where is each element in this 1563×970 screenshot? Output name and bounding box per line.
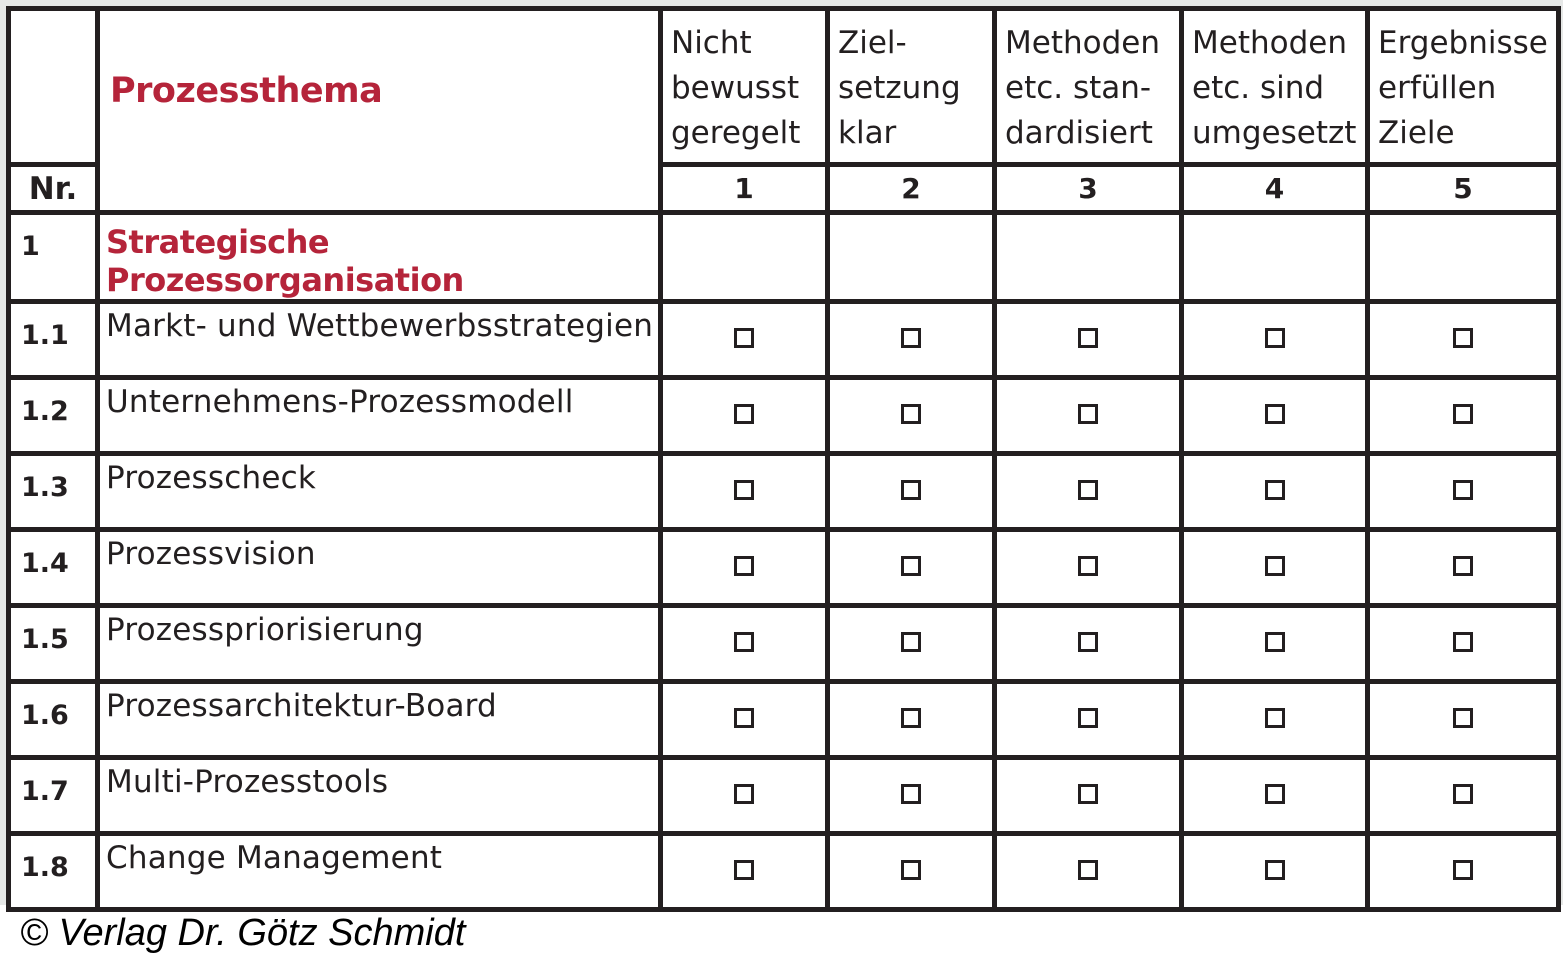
checkbox-level-5[interactable] (1453, 784, 1473, 804)
row-number: 1.4 (9, 530, 98, 606)
checkbox-level-2[interactable] (901, 708, 921, 728)
process-assessment-table (6, 6, 1561, 912)
table-row (9, 834, 1559, 910)
checkbox-level-3[interactable] (1078, 480, 1098, 500)
topic-header: Prozessthema (98, 9, 661, 213)
checkbox-level-5[interactable] (1453, 404, 1473, 424)
nr-header: Nr. (9, 165, 98, 213)
column-header-2: Ziel- setzung klar (828, 9, 995, 165)
column-header-5: Ergebnisse erfüllen Ziele (1368, 9, 1559, 165)
column-header-3: Methoden etc. stan- dardisiert (995, 9, 1182, 165)
row-number: 1.8 (9, 834, 98, 910)
row-topic: Unternehmens-Prozessmodell (98, 378, 661, 454)
table-row (9, 454, 1559, 530)
table-row (9, 302, 1559, 378)
column-header-4: Methoden etc. sind umgesetzt (1182, 9, 1368, 165)
checkbox-level-5[interactable] (1453, 708, 1473, 728)
checkbox-level-4[interactable] (1265, 556, 1285, 576)
column-number-5: 5 (1368, 165, 1559, 213)
checkbox-level-4[interactable] (1265, 480, 1285, 500)
row-number: 1.7 (9, 758, 98, 834)
checkbox-level-1[interactable] (734, 708, 754, 728)
row-number: 1.2 (9, 378, 98, 454)
table-row (9, 378, 1559, 454)
column-number-4: 4 (1182, 165, 1368, 213)
checkbox-level-3[interactable] (1078, 708, 1098, 728)
nr-header-blank (9, 9, 98, 165)
checkbox-level-3[interactable] (1078, 784, 1098, 804)
checkbox-level-4[interactable] (1265, 708, 1285, 728)
checkbox-level-5[interactable] (1453, 480, 1473, 500)
empty-cell (1368, 213, 1559, 302)
row-topic: Prozessarchitektur-Board (98, 682, 661, 758)
header-row (9, 9, 1559, 165)
checkbox-level-2[interactable] (901, 632, 921, 652)
checkbox-level-2[interactable] (901, 404, 921, 424)
checkbox-level-1[interactable] (734, 556, 754, 576)
row-number: 1.1 (9, 302, 98, 378)
table-row (9, 606, 1559, 682)
column-number-3: 3 (995, 165, 1182, 213)
checkbox-level-5[interactable] (1453, 632, 1473, 652)
checkbox-level-4[interactable] (1265, 404, 1285, 424)
checkbox-level-4[interactable] (1265, 632, 1285, 652)
checkbox-level-3[interactable] (1078, 404, 1098, 424)
checkbox-level-1[interactable] (734, 328, 754, 348)
row-topic: Prozesscheck (98, 454, 661, 530)
checkbox-level-1[interactable] (734, 784, 754, 804)
row-topic: Change Management (98, 834, 661, 910)
checkbox-level-2[interactable] (901, 556, 921, 576)
checkbox-level-4[interactable] (1265, 784, 1285, 804)
row-number: 1.6 (9, 682, 98, 758)
copyright-notice: © Verlag Dr. Götz Schmidt (20, 912, 466, 954)
checkbox-level-1[interactable] (734, 404, 754, 424)
checkbox-level-5[interactable] (1453, 556, 1473, 576)
checkbox-level-3[interactable] (1078, 328, 1098, 348)
checkbox-level-1[interactable] (734, 632, 754, 652)
section-row (9, 213, 1559, 302)
checkbox-level-5[interactable] (1453, 328, 1473, 348)
checkbox-level-2[interactable] (901, 328, 921, 348)
section-number: 1 (9, 213, 98, 302)
row-topic: Markt- und Wettbewerbsstrategien (98, 302, 661, 378)
checkbox-level-4[interactable] (1265, 860, 1285, 880)
checkbox-level-1[interactable] (734, 480, 754, 500)
row-topic: Prozessvision (98, 530, 661, 606)
empty-cell (661, 213, 828, 302)
row-topic: Multi-Prozesstools (98, 758, 661, 834)
empty-cell (995, 213, 1182, 302)
checkbox-level-3[interactable] (1078, 556, 1098, 576)
checkbox-level-2[interactable] (901, 480, 921, 500)
column-number-1: 1 (661, 165, 828, 213)
checkbox-level-3[interactable] (1078, 860, 1098, 880)
table-row (9, 530, 1559, 606)
checkbox-level-2[interactable] (901, 784, 921, 804)
table-row (9, 758, 1559, 834)
checkbox-level-2[interactable] (901, 860, 921, 880)
checkbox-level-3[interactable] (1078, 632, 1098, 652)
empty-cell (828, 213, 995, 302)
checkbox-level-1[interactable] (734, 860, 754, 880)
row-topic: Prozesspriorisierung (98, 606, 661, 682)
row-number: 1.5 (9, 606, 98, 682)
table-row (9, 682, 1559, 758)
empty-cell (1182, 213, 1368, 302)
checkbox-level-4[interactable] (1265, 328, 1285, 348)
section-title: Strategische Prozessorganisation (98, 213, 661, 302)
column-header-1: Nicht bewusst geregelt (661, 9, 828, 165)
row-number: 1.3 (9, 454, 98, 530)
checkbox-level-5[interactable] (1453, 860, 1473, 880)
column-number-2: 2 (828, 165, 995, 213)
